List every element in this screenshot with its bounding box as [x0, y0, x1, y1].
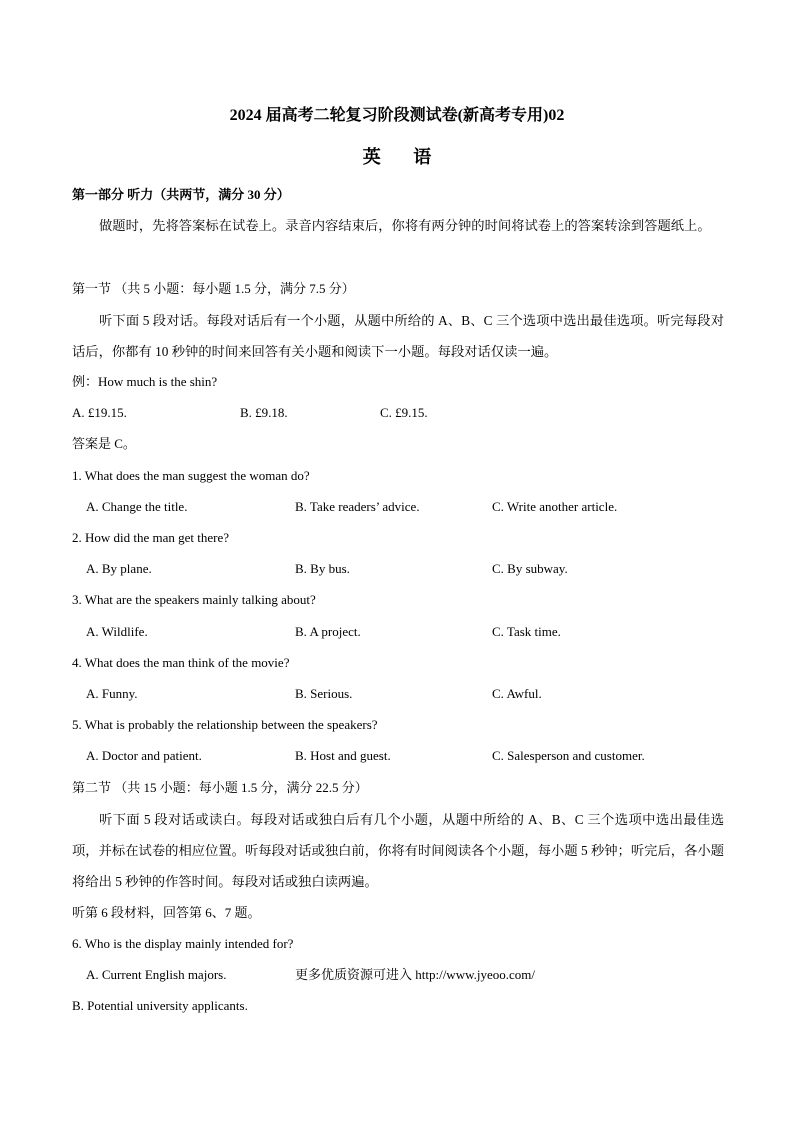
material-6-heading: 听第 6 段材料，回答第 6、7 题。	[72, 905, 261, 920]
q4-option-c: C. Awful.	[492, 686, 542, 701]
page-title: 2024 届高考二轮复习阶段测试卷(新高考专用)02	[229, 107, 565, 124]
question-3: 3. What are the speakers mainly talking about?	[72, 592, 316, 607]
q2-option-a: A. By plane.	[86, 561, 152, 576]
example-question: 例：How much is the shin?	[72, 374, 218, 389]
example-answer: 答案是 C。	[72, 436, 136, 451]
q2-option-b: B. By bus.	[295, 561, 350, 576]
q1-option-a: A. Change the title.	[86, 499, 188, 514]
section2-instruction: 听下面 5 段对话或读白。每段对话或独白后有几个小题，从题中所给的 A、B、C 三个选项中选出最佳选项，并标在试卷的相应位置。听每段对话或独白前，你将有时间阅读各个小题，每小题 5 秒钟；听完后，各小题将给出 5 秒钟的作答时间。每段对话或独白读两遍。	[72, 812, 724, 889]
part1-heading: 第一部分 听力（共两节，满分 30 分）	[72, 187, 290, 202]
q1-option-b: B. Take readers’ advice.	[295, 499, 420, 514]
example-option-b: B. £9.18.	[240, 405, 288, 420]
q5-option-a: A. Doctor and patient.	[86, 748, 202, 763]
question-2: 2. How did the man get there?	[72, 530, 230, 545]
watermark-link-text: 更多优质资源可进入 http://www.jyeoo.com/	[295, 967, 536, 982]
q3-option-c: C. Task time.	[492, 624, 561, 639]
q4-option-a: A. Funny.	[86, 686, 138, 701]
section1-heading: 第一节 （共 5 小题：每小题 1.5 分，满分 7.5 分）	[72, 281, 355, 296]
subject-title: 英 语	[362, 147, 446, 167]
q5-option-c: C. Salesperson and customer.	[492, 748, 645, 763]
q6-option-b: B. Potential university applicants.	[72, 998, 248, 1013]
example-option-a: A. £19.15.	[72, 405, 127, 420]
question-5: 5. What is probably the relationship between the speakers?	[72, 717, 378, 732]
q4-option-b: B. Serious.	[295, 686, 353, 701]
q5-option-b: B. Host and guest.	[295, 748, 391, 763]
q2-option-c: C. By subway.	[492, 561, 568, 576]
q1-option-c: C. Write another article.	[492, 499, 618, 514]
q3-option-b: B. A project.	[295, 624, 361, 639]
question-6: 6. Who is the display mainly intended for?	[72, 936, 294, 951]
example-option-c: C. £9.15.	[380, 405, 428, 420]
q6-option-a: A. Current English majors.	[86, 967, 227, 982]
q3-option-a: A. Wildlife.	[86, 624, 148, 639]
question-1: 1. What does the man suggest the woman do?	[72, 468, 310, 483]
section1-instruction: 听下面 5 段对话。每段对话后有一个小题，从题中所给的 A、B、C 三个选项中选出最佳选项。听完每段对话后，你都有 10 秒钟的时间来回答有关小题和阅读下一小题。每段对话仅读一遍。	[72, 313, 724, 359]
part1-instruction: 做题时，先将答案标在试卷上。录音内容结束后，你将有两分钟的时间将试卷上的答案转涂到答题纸上。	[99, 218, 711, 233]
question-4: 4. What does the man think of the movie?	[72, 655, 290, 670]
section2-heading: 第二节 （共 15 小题：每小题 1.5 分，满分 22.5 分）	[72, 780, 368, 795]
